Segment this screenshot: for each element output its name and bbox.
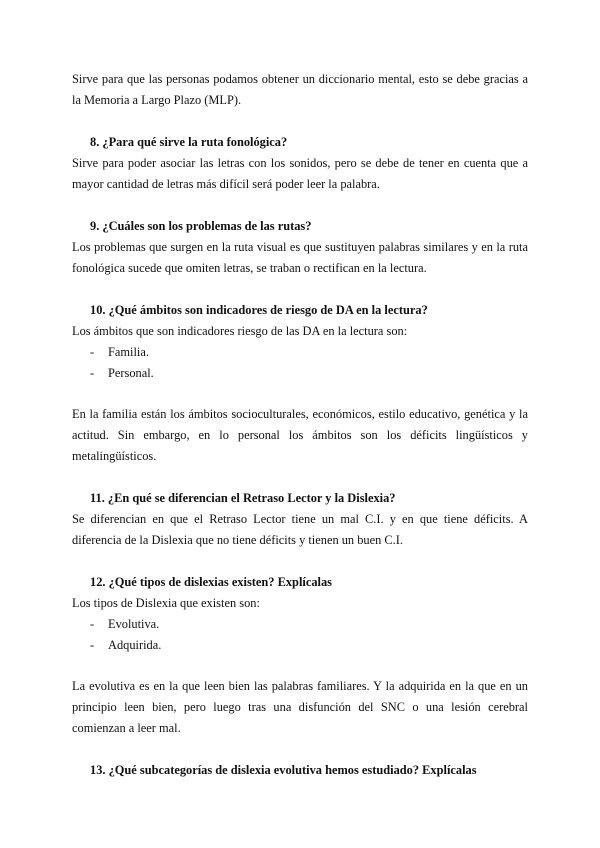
ambitos-list: [90, 342, 490, 384]
paragraph-tipos-intro: Los tipos de Dislexia que existen son:: [72, 596, 260, 610]
paragraph-ambitos-body: En la familia están los ámbitos socioculturales, económicos, estilo educativo, genética y la actitud. Sin embargo, en lo personal los ámbitos son los déficits lingüísticos y metalingüísticos.: [72, 407, 528, 463]
paragraph-ambitos-intro: Los ámbitos que son indicadores riesgo de las DA en la lectura son:: [72, 324, 408, 338]
question-11-heading: 11. ¿En qué se diferencian el Retraso Lector y la Dislexia?: [90, 491, 396, 505]
list-item: - Evolutiva.: [90, 617, 160, 631]
question-13-heading: 13. ¿Qué subcategorías de dislexia evolutiva hemos estudiado? Explícalas: [90, 763, 477, 777]
question-9-heading: 9. ¿Cuáles son los problemas de las rutas?: [90, 219, 312, 233]
question-8-heading: 8. ¿Para qué sirve la ruta fonológica?: [90, 135, 288, 149]
question-10-heading: 10. ¿Qué ámbitos son indicadores de riesgo de DA en la lectura?: [90, 303, 428, 317]
paragraph-tipos-body: La evolutiva es en la que leen bien las palabras familiares. Y la adquirida en la que en un principio leen bien, pero luego tras una disfunción del SNC o una lesión cerebral comienzan a leer mal.: [72, 679, 528, 735]
paragraph-ruta-fonologica: Sirve para poder asociar las letras con los sonidos, pero se debe de tener en cuenta que a mayor cantidad de letras más difícil será poder leer la palabra.: [72, 156, 528, 191]
list-item: - Personal.: [90, 366, 154, 380]
tipos-list: [90, 614, 490, 656]
question-12-heading: 12. ¿Qué tipos de dislexias existen? Explícalas: [90, 575, 332, 589]
list-item: - Adquirida.: [90, 638, 162, 652]
list-item: - Familia.: [90, 345, 149, 359]
paragraph-mlp: Sirve para que las personas podamos obtener un diccionario mental, esto se debe gracias a la Memoria a Largo Plazo (MLP).: [72, 72, 528, 107]
paragraph-problemas-rutas: Los problemas que surgen en la ruta visual es que sustituyen palabras similares y en la ruta fonológica sucede que omiten letras, se traban o rectifican en la lectura.: [72, 240, 528, 275]
paragraph-retraso-dislexia: Se diferencian en que el Retraso Lector tiene un mal C.I. y en que tiene déficits. A diferencia de la Dislexia que no tiene déficits y tienen un buen C.I.: [72, 512, 528, 547]
